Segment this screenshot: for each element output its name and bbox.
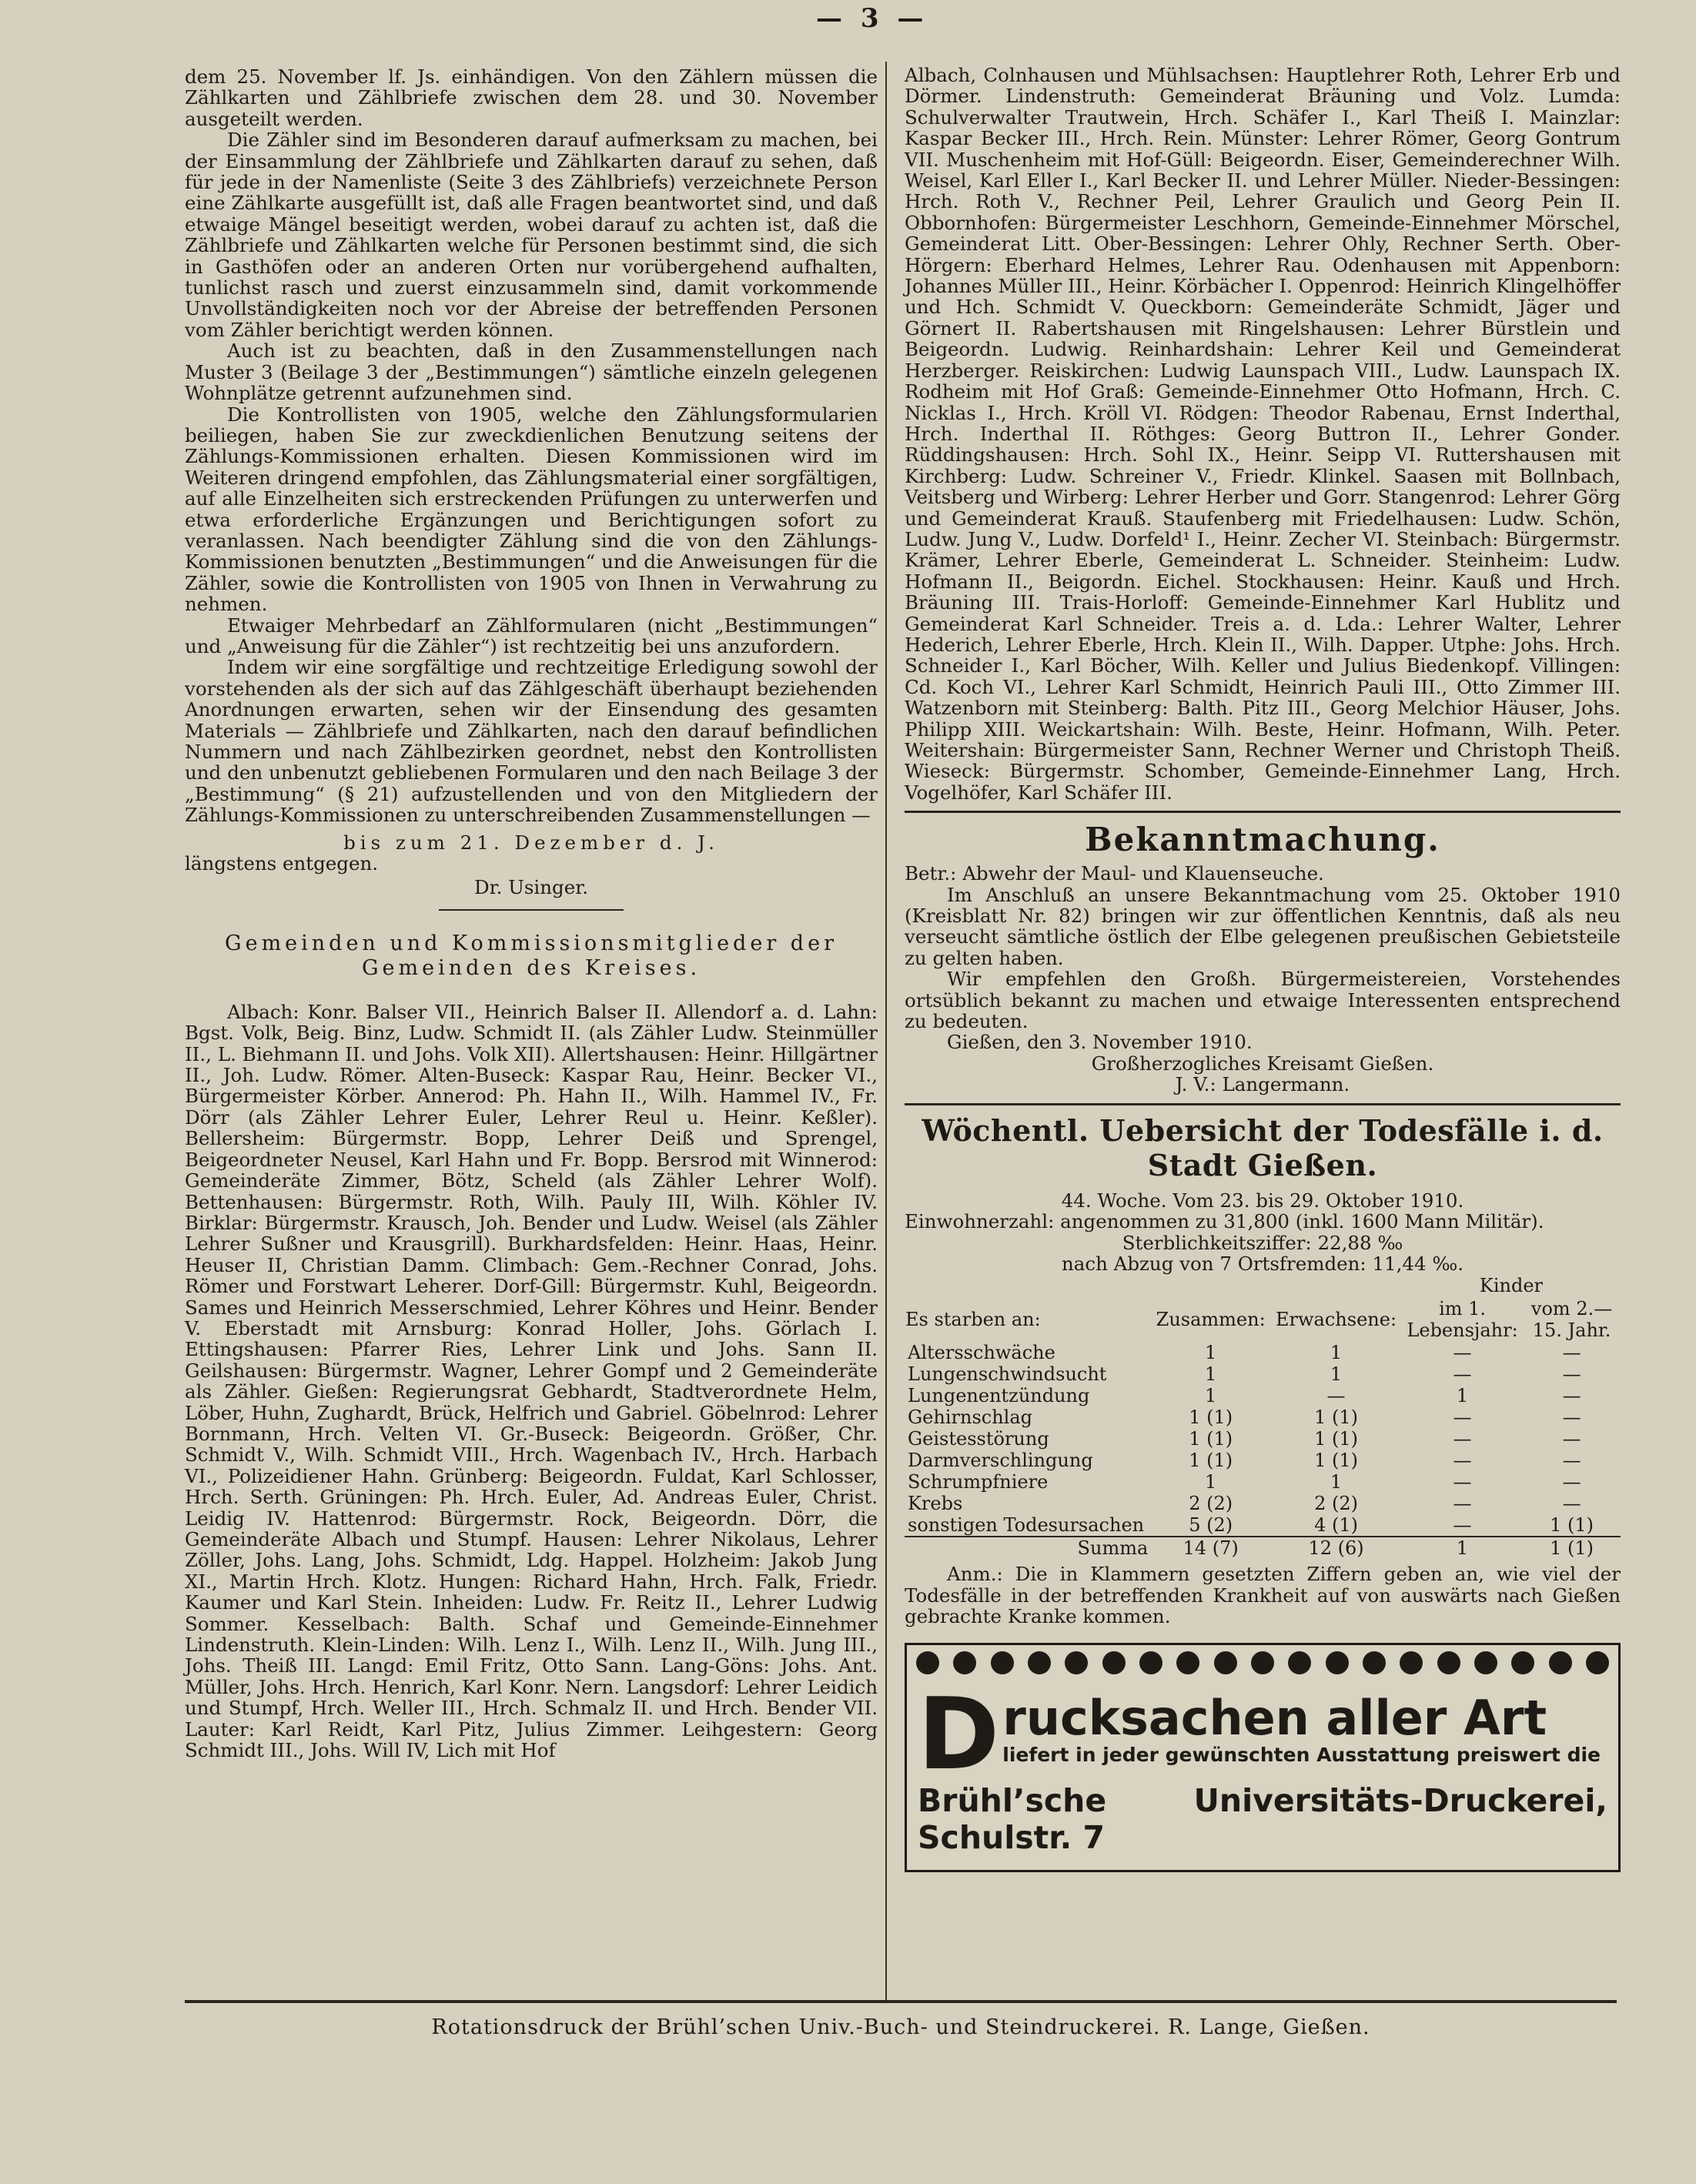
column-header: Erwachsene: [1276,1309,1397,1331]
count-cell: 1 [1330,1471,1343,1493]
ornament-dot [1028,1651,1051,1674]
count-cell: — [1562,1428,1581,1450]
count-cell: 1 (1) [1550,1514,1594,1537]
ornament-dot [1363,1651,1386,1674]
cause-cell: Lungenschwindsucht [908,1363,1107,1386]
ornament-dot [1139,1651,1162,1674]
imprint: Rotationsdruck der Brühl’schen Univ.-Buch- und Steindruckerei. R. Lange, Gießen. [431,2015,1370,2039]
ad-subline: liefert in jeder gewünschten Ausstattung preiswert die [1002,1743,1601,1766]
count-cell: 1 [1205,1342,1217,1364]
column-divider [885,62,887,2002]
statistics-rate: Sterblichkeitsziffer: 22,88 ‰ [1122,1231,1403,1254]
right-column [905,65,1621,1872]
count-cell: 1 [1330,1363,1343,1386]
divider [905,811,1621,813]
table-body [905,1342,1621,1559]
ornament-dot [916,1651,939,1674]
paragraph: Die Kontrollisten von 1905, welche den Zählungsformularien beiliegen, haben Sie zur zweckdienlichen Benutzung seitens der Zählungs-Kommissionen erhalten. Diesen Kommissionen wird im Weiteren dringend empfohlen, das Zählungsmaterial einer sorgfältigen, auf alle Einzelheiten sich erstreckenden Prüfungen zu unterwerfen und etwa erforderliche Ergänzungen und Berichtigungen sofort zu veranlassen. Nach beendigter Zählung sind die von den Zählungs-Kommissionen benutzten „Bestimmungen“ und die Anweisungen für die Zähler, sowie die Kontrollisten von 1905 von Ihnen in Verwahrung zu nehmen. [185,403,878,616]
bottom-rule [185,2000,1617,2003]
ornament-dot [1065,1651,1088,1674]
announcement-title: Bekanntmachung. [1085,821,1440,859]
member-list-continued: Albach, Colnhausen und Mühlsachsen: Hauptlehrer Roth, Lehrer Erb und Dörmer. Lindenstruth: Gemeinderat Bräuning und Volz. Lumda: Schulverwalter Trautwein, Hrch. Schäfer I., Karl Theiß I. Mainzlar: Kaspar Becker III., Hrch. Rein. Münster: Lehrer Römer, Georg Gontrum VII. Muschenheim mit Hof-Güll: Beigeordn. Eiser, Gemeinderechner Wilh. Weisel, Karl Eller I., Karl Becker II. und Lehrer Müller. Nieder-Bessingen: Hrch. Roth V., Rechner Peil, Lehrer Graulich und Georg Pein II. Obbornhofen: Bürgermeister Leschhorn, Gemeinde-Einnehmer Mörschel, Gemeinderat Litt. Ober-Bessingen: Lehrer Ohly, Rechner Serth. Ober-Hörgern: Eberhard Helmes, Lehrer Rau. Odenhausen mit Appenborn: Johannes Müller III., Heinr. Körbächer I. Oppenrod: Heinrich Klingelhöffer und Hch. Schmidt V. Queckborn: Gemeinderäte Schmidt, Jäger und Görnert II. Rabertshausen mit Ringelshausen: Lehrer Bürstlein und Beigeordn. Ludwig. Reinhardshain: Lehrer Keil und Gemeinderat Herzberger. Reiskirchen: Ludwig Launspach VIII., Ludw. Launspach IX. Rodheim mit Hof Graß: Gemeinde-Einnehmer Otto Hofmann, Hrch. C. Nicklas I., Hrch. Kröll VI. Rödgen: Theodor Rabenau, Ernst Inderthal, Hrch. Inderthal II. Röthges: Georg Buttron II., Lehrer Gonder. Rüddingshausen: Hrch. Sohl IX., Heinr. Seipp VI. Ruttershausen mit Kirchberg: Ludw. Schreiner V., Friedr. Klinkel. Saasen mit Bollnbach, Veitsberg und Wirberg: Lehrer Herber und Gorr. Stangenrod: Lehrer Görg und Gemeinderat Krauß. Staufenberg mit Friedelhausen: Ludw. Schön, Ludw. Jung V., Ludw. Dorfeld¹ I., Heinr. Zecher VI. Steinbach: Bürgermstr. Krämer, Lehrer Eberle, Gemeinderat L. Schneider. Steinheim: Ludw. Hofmann II., Beigordn. Eichel. Stockhausen: Heinr. Kauß und Hrch. Bräuning III. Trais-Horloff: Gemeinde-Einnehmer Karl Hublitz und Gemeinderat Karl Schneider. Treis a. d. Lda.: Lehrer Walter, Lehrer Hederich, Lehrer Eberle, Hrch. Klein II., Wilh. Dapper. Utphe: Johs. Hrch. Schneider I., Karl Böcher, Wilh. Keller und Julius Biedenkopf. Villingen: Cd. Koch VI., Lehrer Karl Schmidt, Heinrich Pauli III., Otto Zimmer III. Watzenborn mit Steinberg: Balth. Pitz III., Georg Melchior Häuser, Johs. Philipp XIII. Weickartshain: Wilh. Beste, Heinr. Hofmann, Wilh. Peter. Weitershain: Bürgermeister Sann, Rechner Werner und Christoph Theiß. Wieseck: Bürgermstr. Schomber, Gemeinde-Einnehmer Lang, Hrch. Vogelhöfer, Karl Schäfer III. [905,64,1621,804]
announcement-text: Wir empfehlen den Großh. Bürgermeistereien, Vorstehendes ortsüblich bekannt zu machen und etwaige Interessenten entsprechend zu bedeuten. [905,968,1621,1033]
count-cell: 2 (2) [1189,1493,1233,1515]
ornament-dot [1586,1651,1609,1674]
ornament-dot [1437,1651,1460,1674]
cause-cell: sonstigen Todesursachen [908,1514,1145,1537]
table-row [905,1406,1621,1428]
ornament-dot [1176,1651,1199,1674]
count-cell: 5 (2) [1189,1514,1233,1537]
member-list: Albach: Konr. Balser VII., Heinrich Balser II. Allendorf a. d. Lahn: Bgst. Volk, Beig. Binz, Ludw. Schmidt II. (als Zähler Ludw. Steinmüller II., L. Biehmann II. und Johs. Volk XII). Allertshausen: Heinr. Hillgärtner II., Joh. Ludw. Römer. Alten-Buseck: Kaspar Rau, Heinr. Becker VI., Bürgermeister Körber. Annerod: Ph. Hahn II., Wilh. Hammel IV., Fr. Dörr (als Zähler Lehrer Euler, Lehrer Reul u. Heinr. Keßler). Bellersheim: Bürgermstr. Bopp, Lehrer Deiß und Sprengel, Beigeordneter Neusel, Karl Hahn und Fr. Bopp. Bersrod mit Winnerod: Gemeinderäte Zimmer, Bötz, Scheld (als Zähler Lehrer Wolf). Bettenhausen: Bürgermstr. Roth, Wilh. Pauly III, Wilh. Köhler IV. Birklar: Bürgermstr. Krausch, Joh. Bender und Ludw. Weisel (als Zähler Lehrer Sußner und Krausgrill). Burkhardsfelden: Heinr. Haas, Heinr. Heuser II, Christian Damm. Climbach: Gem.-Rechner Conrad, Johs. Römer und Forstwart Leherer. Dorf-Gill: Bürgermstr. Kuhl, Beigeordn. Sames und Heinrich Messerschmied, Lehrer Köhres und Heinr. Bender V. Eberstadt mit Arnsburg: Konrad Holler, Johs. Görlach I. Ettingshausen: Pfarrer Ries, Lehrer Link und Johs. Sann II. Geilshausen: Bürgermstr. Wagner, Lehrer Gompf und 2 Gemeinderäte als Zähler. Gießen: Regierungsrat Gebhardt, Stadtverordnete Helm, Löber, Huhn, Zughardt, Brück, Helfrich und Gabriel. Göbelnrod: Lehrer Bornmann, Hrch. Velten VI. Gr.-Buseck: Beigeordn. Größer, Chr. Schmidt V., Wilh. Schmidt VIII., Hrch. Wagenbach IV., Hrch. Harbach VI., Polizeidiener Hahn. Grünberg: Beigeordn. Fuldat, Karl Schlosser, Hrch. Serth. Grüningen: Ph. Hrch. Euler, Ad. Andreas Euler, Christ. Leidig IV. Hattenrod: Bürgermstr. Rock, Beigeordn. Dörr, die Gemeinderäte Albach und Stumpf. Hausen: Lehrer Nikolaus, Lehrer Zöller, Johs. Lang, Johs. Schmidt, Ldg. Happel. Holzheim: Jakob Jung XI., Martin Hrch. Klotz. Hungen: Richard Hahn, Hrch. Falk, Friedr. Kaumer und Karl Stein. Inheiden: Ludw. Fr. Reitz II., Lehrer Ludwig Sommer. Kesselbach: Balth. Schaf und Gemeinde-Einnehmer Lindenstruth. Klein-Linden: Wilh. Lenz I., Wilh. Lenz II., Wilh. Jung III., Johs. Theiß III. Langd: Emil Fritz, Otto Sann. Lang-Göns: Johs. Ant. Müller, Johs. Hrch. Henrich, Karl Konr. Nern. Langsdorf: Lehrer Leidich und Stumpf, Hrch. Weller III., Hrch. Schmalz II. und Hrch. Bender VII. Lauter: Karl Reidt, Karl Pitz, Julius Zimmer. Leihgestern: Georg Schmidt III., Johs. Will IV, Lich mit Hof [185,1000,878,1762]
table-row [905,1450,1621,1471]
count-cell: — [1562,1450,1581,1472]
sum-label: Summa [905,1537,1151,1559]
announcement-date: Gießen, den 3. November 1910. [947,1031,1253,1054]
statistics-table [905,1274,1621,1559]
divider [905,1103,1621,1105]
count-cell: 1 [1205,1471,1217,1493]
statistics-week: 44. Woche. Vom 23. bis 29. Oktober 1910. [1061,1189,1464,1212]
cause-cell: Darmverschlingung [908,1450,1093,1472]
announcement-subject: Betr.: Abwehr der Maul- und Klauenseuche. [905,862,1324,885]
count-cell: — [1453,1493,1472,1515]
ornament-dot [953,1651,976,1674]
count-cell: 1 (1) [1189,1450,1233,1472]
count-cell: 1 [1456,1385,1469,1407]
table-row [905,1342,1621,1363]
ornament-dot [1549,1651,1572,1674]
page-number: — 3 — [816,3,928,34]
decorative-border [907,1645,1618,1693]
count-cell: — [1562,1342,1581,1364]
sum-cell: 12 (6) [1270,1537,1402,1559]
ad-company: Brühl’sche Universitäts-Druckerei, Schulstr. 7 [918,1781,1607,1856]
cause-cell: Gehirnschlag [908,1406,1032,1429]
column-header: vom 2.—15. Jahr. [1530,1298,1613,1342]
column-group-header: Kinder [1479,1275,1544,1297]
sum-cell: 14 (7) [1151,1537,1270,1559]
count-cell: — [1453,1450,1472,1472]
count-cell: — [1453,1363,1472,1386]
ornament-dot [1102,1651,1126,1674]
announcement-signature: J. V.: Langermann. [1175,1073,1350,1096]
paragraph: dem 25. November lf. Js. einhändigen. Von den Zählern müssen die Zählkarten und Zählbriefe zwischen dem 28. und 30. November ausgeteilt werden. [185,65,878,130]
statistics-note: Anm.: Die in Klammern gesetzten Ziffern geben an, wie viel der Todesfälle in der betreffenden Krankheit auf von auswärts nach Gießen gebrachte Kranke kommen. [905,1563,1621,1628]
count-cell: — [1562,1471,1581,1493]
count-cell: 1 (1) [1189,1406,1233,1429]
table-row [905,1428,1621,1450]
statistics-population: Einwohnerzahl: angenommen zu 31,800 (inkl. 1600 Mann Militär). [905,1210,1544,1233]
count-cell: — [1562,1363,1581,1386]
cause-cell: Lungenentzündung [908,1385,1090,1407]
cause-cell: Schrumpfniere [908,1471,1049,1493]
table-row [905,1493,1621,1514]
ad-initial: D [918,1677,1000,1792]
announcement-text: Im Anschluß an unsere Bekanntmachung vom 25. Oktober 1910 (Kreisblatt Nr. 82) bringen wir zur öffentlichen Kenntnis, daß als neu verseucht sämtliche östlich der Elbe gelegenen preußischen Gebietsteile zu gelten haben. [905,883,1621,969]
count-cell: — [1453,1406,1472,1429]
ornament-dot [991,1651,1014,1674]
count-cell: 1 (1) [1314,1428,1358,1450]
count-cell: 1 [1205,1385,1217,1407]
count-cell: 2 (2) [1314,1493,1358,1515]
statistics-title: Wöchentl. Uebersicht der Todesfälle i. d. Stadt Gießen. [922,1112,1604,1182]
left-column [185,66,878,1761]
count-cell: 1 (1) [1314,1450,1358,1472]
print-shop-advertisement [905,1643,1621,1872]
count-cell: — [1453,1342,1472,1364]
statistics-rate-adjusted: nach Abzug von 7 Ortsfremden: 11,44 ‰. [1061,1252,1464,1275]
ornament-dot [1474,1651,1497,1674]
table-row [905,1514,1621,1537]
column-header: Zusammen: [1156,1309,1266,1331]
count-cell: — [1562,1406,1581,1429]
deadline-tail: längstens entgegen. [185,852,379,875]
count-cell: — [1453,1471,1472,1493]
ornament-dot [1214,1651,1237,1674]
paragraph: Auch ist zu beachten, daß in den Zusammenstellungen nach Muster 3 (Beilage 3 der „Bestimmungen“) sämtliche einzeln gelegenen Wohnplätze getrennt aufzunehmen sind. [185,339,878,405]
count-cell: 1 (1) [1189,1428,1233,1450]
announcement [905,821,1621,1095]
count-cell: 1 [1205,1363,1217,1386]
ornament-dot [1288,1651,1311,1674]
ornament-dot [1400,1651,1423,1674]
ad-headline: rucksachen aller Art [1002,1689,1547,1746]
cause-cell: Geistesstörung [908,1428,1049,1450]
signature: Dr. Usinger. [473,876,589,899]
column-header: im 1. Lebensjahr: [1407,1298,1518,1342]
sum-row [905,1537,1621,1559]
count-cell: — [1562,1493,1581,1515]
announcement-office: Großherzogliches Kreisamt Gießen. [1091,1052,1434,1075]
sum-cell: 1 [1402,1537,1523,1559]
cause-cell: Altersschwäche [908,1342,1055,1364]
paragraph: Indem wir eine sorgfältige und rechtzeitige Erledigung sowohl der vorstehenden als der sich auf das Zählgeschäft überhaupt beziehenden Anordnungen erwarten, sehen wir der Einsendung des gesamten Materials — Zählbriefe und Zählkarten, nach den darauf befindlichen Nummern und nach Zählbezirken geordnet, nebst den Kontrollisten und den unbenutzt gebliebenen Formularen und den nach Beilage 3 der „Bestimmung“ (§ 21) aufzustellenden und von den Mitgliedern der Zählungs-Kommissionen zu unterschreibenden Zusammenstellungen — [185,656,878,827]
count-cell: — [1453,1428,1472,1450]
count-cell: 4 (1) [1314,1514,1358,1537]
ornament-dot [1511,1651,1534,1674]
count-cell: — [1326,1385,1346,1407]
paragraph: Die Zähler sind im Besonderen darauf aufmerksam zu machen, bei der Einsammlung der Zählbriefe und Zählkarten darauf zu sehen, daß für jede in der Namenliste (Seite 3 des Zählbriefs) verzeichnete Person eine Zählkarte ausgefüllt ist, daß alle Fragen beantwortet sind, und daß etwaige Mängel beseitigt werden, wobei darauf zu achten ist, daß die Zählbriefe und Zählkarten welche für Personen bestimmt sind, die sich in Gasthöfen oder an anderen Orten nur vorübergehend aufhalten, tunlichst rasch und zuerst einzusammeln sind, damit vorkommende Unvollständigkeiten noch vor der Abreise der betreffenden Personen vom Zähler berichtigt werden können. [185,129,878,341]
count-cell: — [1562,1385,1581,1407]
table-row [905,1471,1621,1493]
ornament-dot [1251,1651,1274,1674]
count-cell: — [1453,1514,1472,1537]
count-cell: 1 [1330,1342,1343,1364]
table-header-row [905,1297,1621,1342]
divider [439,909,624,911]
paragraph: Etwaiger Mehrbedarf an Zählformularen (nicht „Bestimmungen“ und „Anweisung für die Zähler“) ist rechtzeitig bei uns anzufordern. [185,614,878,657]
ornament-dot [1326,1651,1349,1674]
table-row [905,1385,1621,1406]
cause-cell: Krebs [908,1493,963,1515]
deadline: bis zum 21. Dezember d. J. [343,831,719,854]
column-header: Es starben an: [905,1309,1041,1331]
sum-cell: 1 (1) [1523,1537,1621,1559]
count-cell: 1 (1) [1314,1406,1358,1429]
death-statistics [905,1113,1621,1627]
table-row [905,1363,1621,1385]
section-heading: Gemeinden und Kommissionsmitglieder der Gemeinden des Kreises. [225,931,838,980]
